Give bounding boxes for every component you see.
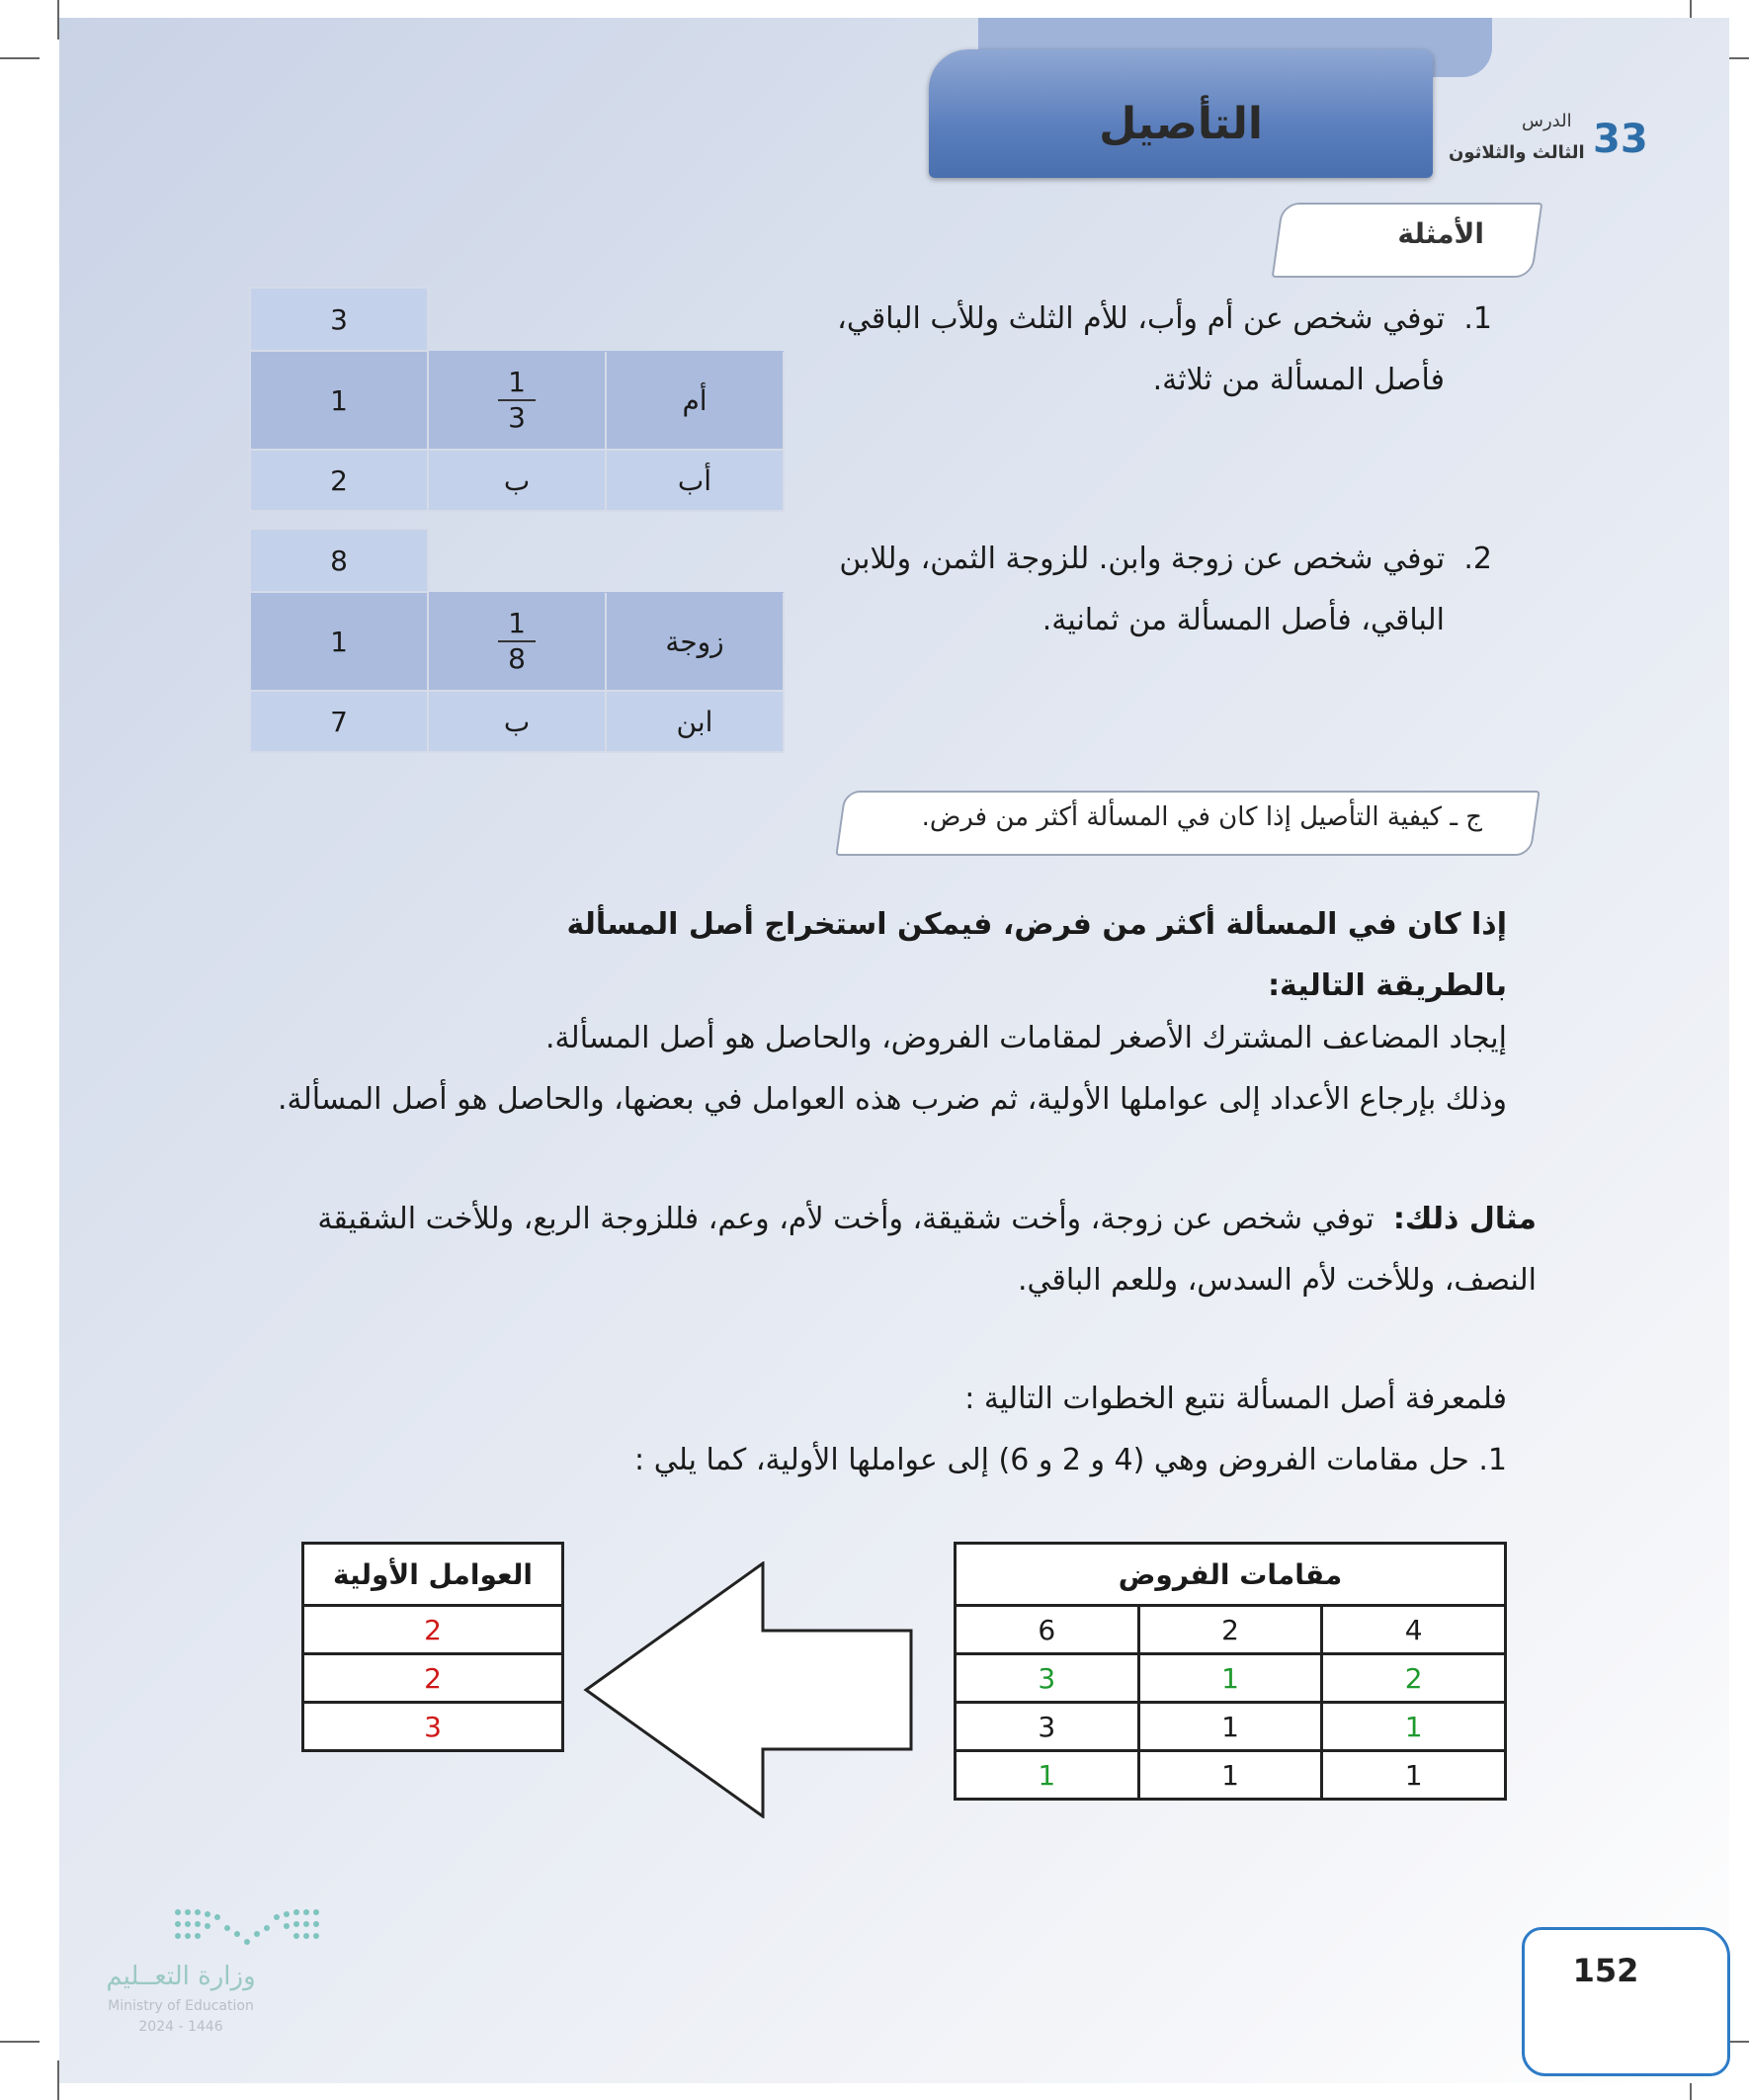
- value-cell: 1: [250, 592, 428, 691]
- example-2-number: 2.: [1463, 542, 1492, 576]
- denominators-header: مقامات الفروض: [956, 1544, 1506, 1606]
- share-cell: ب: [428, 691, 606, 752]
- denominators-table: [954, 1542, 1507, 1801]
- page-title: التأصيل: [1099, 99, 1263, 149]
- rule-line-2: وذلك بإرجاع الأعداد إلى عواملها الأولية، ثم ضرب هذه العوامل في بعضها، والحاصل هو أصل المسألة.: [277, 1082, 1507, 1117]
- example-2-text: [810, 529, 1492, 651]
- table-cell: 1: [1138, 1703, 1322, 1751]
- lesson-number: 33: [1593, 117, 1648, 162]
- table-cell: 1: [1138, 1654, 1322, 1703]
- table-cell: 3: [956, 1654, 1139, 1703]
- example-1-number: 1.: [1463, 301, 1492, 336]
- table-cell: 3: [956, 1703, 1139, 1751]
- table-cell: 1: [1322, 1751, 1506, 1800]
- page-number-box: [1522, 1927, 1730, 2076]
- example-line-1: توفي شخص عن زوجة، وأخت شقيقة، وأخت لأم، وعم، فللزوجة الربع، وللأخت الشقيقة: [317, 1202, 1374, 1236]
- value-cell: 1: [250, 351, 428, 450]
- base-cell: 8: [250, 529, 428, 592]
- example-2-line2: الباقي، فأصل المسألة من ثمانية.: [1041, 603, 1445, 637]
- edition-year: 2024 - 1446: [138, 2019, 223, 2035]
- heir-cell: أب: [606, 450, 784, 511]
- intro-text: إذا كان في المسألة أكثر من فرض، فيمكن استخراج أصل المسألة بالطريقة التالية:: [566, 907, 1507, 1003]
- page-number: 152: [1572, 1952, 1639, 1989]
- example-1-line2: فأصل المسألة من ثلاثة.: [1152, 363, 1445, 397]
- value-cell: 2: [250, 450, 428, 511]
- section-title: الأمثلة: [1397, 217, 1484, 250]
- left-arrow-icon: [583, 1561, 919, 1818]
- steps-intro: فلمعرفة أصل المسألة نتبع الخطوات التالية :: [964, 1382, 1507, 1416]
- crop-mark: [0, 2041, 40, 2043]
- table-cell: 2: [1138, 1606, 1322, 1654]
- example-label: مثال ذلك:: [1392, 1202, 1537, 1236]
- share-cell: ب: [428, 450, 606, 511]
- ministry-name-en: Ministry of Education: [108, 1998, 254, 2014]
- rule-line-1: إيجاد المضاعف المشترك الأصغر لمقامات الفروض، والحاصل هو أصل المسألة.: [544, 1021, 1507, 1055]
- table-cell: 1: [956, 1751, 1139, 1800]
- share-fraction: $\frac{1}{3}$: [428, 351, 606, 450]
- heir-cell: ابن: [606, 691, 784, 752]
- lesson-ordinal: الثالث والثلاثون: [1449, 142, 1585, 163]
- example-2-table: [249, 528, 785, 753]
- heir-cell: زوجة: [606, 592, 784, 691]
- example-1-table: [249, 287, 785, 512]
- lesson-word: الدرس: [1522, 111, 1572, 131]
- base-cell: 3: [250, 288, 428, 351]
- note-text: ج ـ كيفية التأصيل إذا كان في المسألة أكثر من فرض.: [921, 802, 1482, 832]
- example-2-line1: توفي شخص عن زوجة وابن. للزوجة الثمن، وللابن: [839, 542, 1446, 576]
- example-line-2: النصف، وللأخت لأم السدس، وللعم الباقي.: [1017, 1263, 1537, 1298]
- table-cell: 3: [303, 1703, 563, 1751]
- table-cell: 1: [1322, 1703, 1506, 1751]
- table-cell: 2: [1322, 1654, 1506, 1703]
- example-text: [252, 1189, 1537, 1311]
- table-cell: 2: [303, 1606, 563, 1654]
- prime-factors-header: العوامل الأولية: [303, 1544, 563, 1606]
- example-1-line1: توفي شخص عن أم وأب، للأم الثلث وللأب الباقي،: [837, 301, 1446, 336]
- crop-mark: [0, 57, 40, 59]
- share-fraction: $\frac{1}{8}$: [428, 592, 606, 691]
- example-1-text: [810, 289, 1492, 411]
- heir-cell: أم: [606, 351, 784, 450]
- value-cell: 7: [250, 691, 428, 752]
- table-cell: 1: [1138, 1751, 1322, 1800]
- ministry-name-ar: وزارة التعــليم: [106, 1962, 256, 1991]
- step-1: 1. حل مقامات الفروض وهي (4 و 2 و 6) إلى عواملها الأولية، كما يلي :: [634, 1443, 1507, 1477]
- table-cell: 4: [1322, 1606, 1506, 1654]
- table-cell: 2: [303, 1654, 563, 1703]
- prime-factors-table: [301, 1542, 564, 1752]
- table-cell: 6: [956, 1606, 1139, 1654]
- ministry-logo-icon: [173, 1902, 321, 1952]
